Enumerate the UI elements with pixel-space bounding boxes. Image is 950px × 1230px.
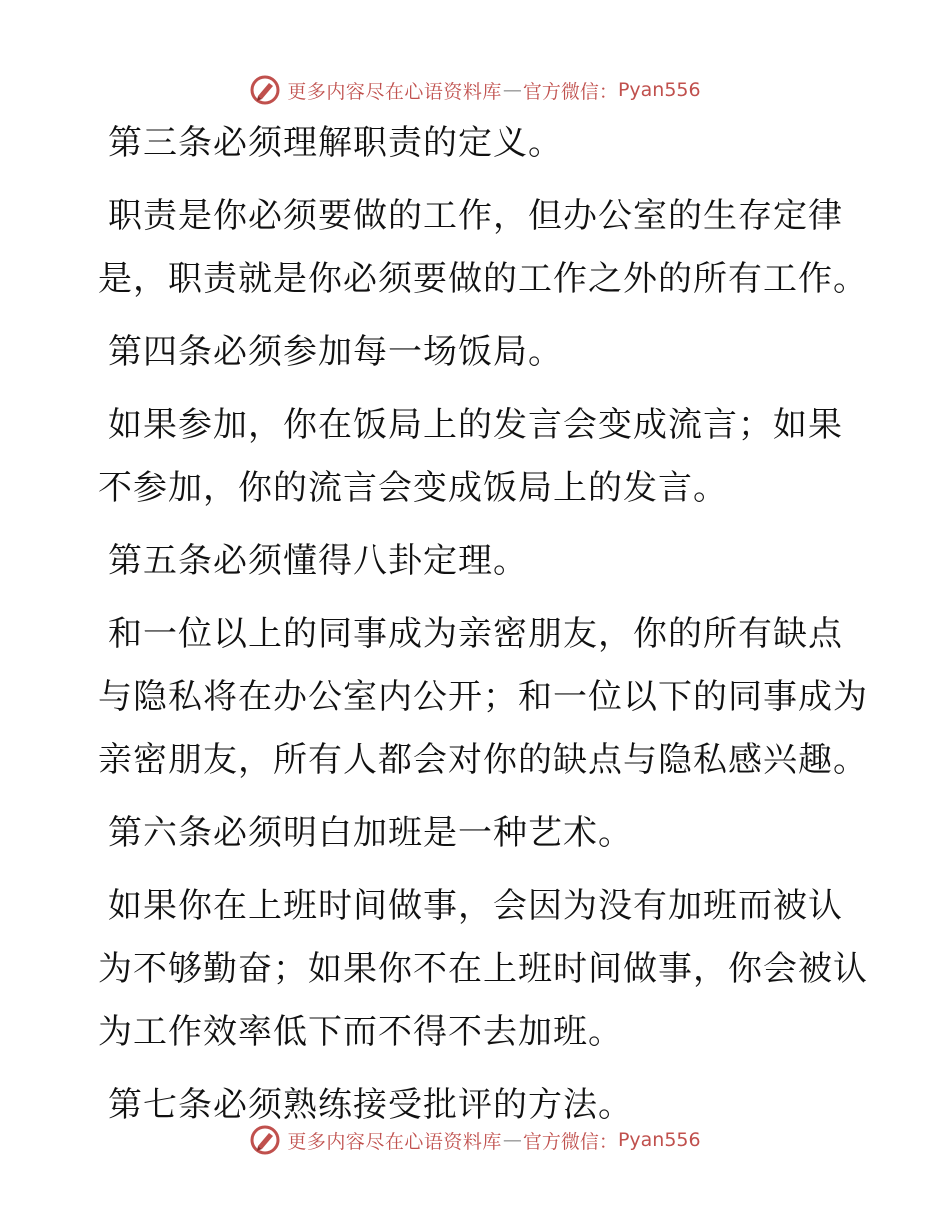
paragraph-1 <box>98 112 858 175</box>
paragraph-7 <box>98 802 858 865</box>
paragraph-5 <box>98 530 858 593</box>
body-line: 职责是你必须要做的工作，但办公室的生存定律 <box>108 196 843 236</box>
paragraph-3 <box>98 321 858 384</box>
body-line: 为不够勤奋；如果你不在上班时间做事，你会被认 <box>98 949 868 989</box>
watermark-dash: — <box>502 1129 522 1151</box>
document-body <box>98 112 868 1137</box>
paragraph-6 <box>98 603 868 792</box>
paragraph-2 <box>98 185 868 311</box>
watermark-handle: Pyan556 <box>617 79 701 101</box>
pen-logo-icon <box>249 74 281 106</box>
body-line: 和一位以上的同事成为亲密朋友，你的所有缺点 <box>108 614 843 654</box>
watermark-sub-text: 官方微信： <box>522 80 618 103</box>
pen-logo-icon <box>249 1124 281 1156</box>
article-heading-4: 第四条必须参加每一场饭局。 <box>108 332 563 372</box>
body-line: 为工作效率低下而不得不去加班。 <box>98 1012 623 1052</box>
paragraph-8 <box>98 875 868 1064</box>
header-watermark <box>0 72 950 108</box>
body-line: 如果参加，你在饭局上的发言会变成流言；如果 <box>108 405 843 445</box>
watermark-main-text: 更多内容尽在心语资料库 <box>287 1130 502 1153</box>
body-line: 如果你在上班时间做事，会因为没有加班而被认 <box>108 886 843 926</box>
body-line: 亲密朋友，所有人都会对你的缺点与隐私感兴趣。 <box>98 740 868 780</box>
watermark-main-text: 更多内容尽在心语资料库 <box>287 80 502 103</box>
body-line: 是，职责就是你必须要做的工作之外的所有工作。 <box>98 259 868 299</box>
watermark-handle: Pyan556 <box>617 1129 701 1151</box>
article-heading-6: 第六条必须明白加班是一种艺术。 <box>108 813 633 853</box>
watermark-sub-text: 官方微信： <box>522 1130 618 1153</box>
footer-watermark <box>0 1122 950 1158</box>
body-line: 不参加，你的流言会变成饭局上的发言。 <box>98 468 728 508</box>
body-line: 与隐私将在办公室内公开；和一位以下的同事成为 <box>98 677 868 717</box>
article-heading-3: 第三条必须理解职责的定义。 <box>108 123 563 163</box>
watermark-dash: — <box>502 79 522 101</box>
article-heading-5: 第五条必须懂得八卦定理。 <box>108 541 528 581</box>
article-heading-7: 第七条必须熟练接受批评的方法。 <box>108 1085 633 1125</box>
paragraph-4 <box>98 394 858 520</box>
